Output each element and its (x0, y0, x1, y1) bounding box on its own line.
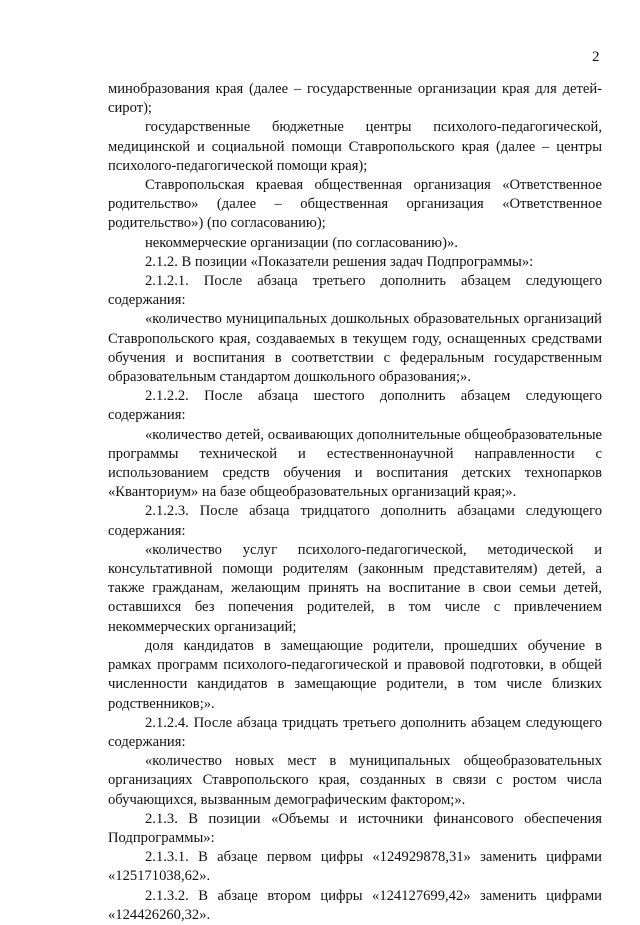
paragraph: «количество муниципальных дошкольных образовательных организаций Ставропольского края, создаваемых в текущем году, оснащенных средствами обучения и воспитания в соответствии с федеральным государственным образовательным стандартом дошкольного образования;». (108, 311, 602, 386)
paragraph: 2.1.2.2. После абзаца шестого дополнить абзацем следующего содержания: (108, 388, 602, 424)
paragraph: «количество новых мест в муниципальных общеобразовательных организациях Ставропольского края, созданных в связи с ростом числа обучающихся, вызванным демографическим фактором;». (108, 753, 602, 808)
paragraph: некоммерческие организации (по согласованию)». (145, 234, 458, 251)
paragraph: 2.1.3.1. В абзаце первом цифры «124929878,31» заменить цифрами «125171038,62». (108, 849, 602, 885)
paragraph: Ставропольская краевая общественная организация «Ответственное родительство» (далее – общественная организация «Ответственное родительство») (по согласованию); (108, 177, 602, 232)
paragraph: доля кандидатов в замещающие родители, прошедших обучение в рамках программ психолого-педагогической и правовой подготовки, в общей численности кандидатов в замещающие родители, в том числе близких родственников;». (108, 637, 602, 712)
paragraph: 2.1.2.4. После абзаца тридцать третьего дополнить абзацем следующего содержания: (108, 714, 602, 750)
paragraph: государственные бюджетные центры психолого-педагогической, медицинской и социальной помощи Ставропольского края (далее – центры психолого-педагогической помощи края); (108, 119, 602, 174)
paragraph: 2.1.3. В позиции «Объемы и источники финансового обеспечения Подпрограммы»: (108, 810, 602, 846)
paragraph: 2.1.2.1. После абзаца третьего дополнить абзацем следующего содержания: (108, 273, 602, 309)
paragraph: «количество детей, осваивающих дополнительные общеобразовательные программы технической и естественнонаучной направленности с использованием средств обучения и воспитания детских технопарков «Кванториум» на базе общеобразовательных организаций края;». (108, 426, 602, 501)
document-body (108, 80, 602, 925)
paragraph: 2.1.3.2. В абзаце втором цифры «124127699,42» заменить цифрами «124426260,32». (108, 887, 602, 923)
page-number: 2 (592, 49, 600, 65)
paragraph: 2.1.2. В позиции «Показатели решения задач Подпрограммы»: (145, 253, 534, 270)
paragraph: 2.1.2.3. После абзаца тридцатого дополнить абзацами следующего содержания: (108, 503, 602, 539)
paragraph: «количество услуг психолого-педагогической, методической и консультативной помощи родителям (законным представителям) детей, а также гражданам, желающим принять на воспитание в свои семьи детей, оставшихся без попечения родителей, в том числе с привлечением некоммерческих организаций; (108, 541, 602, 635)
paragraph: минобразования края (далее – государственные организации края для детей-сирот); (108, 81, 602, 117)
